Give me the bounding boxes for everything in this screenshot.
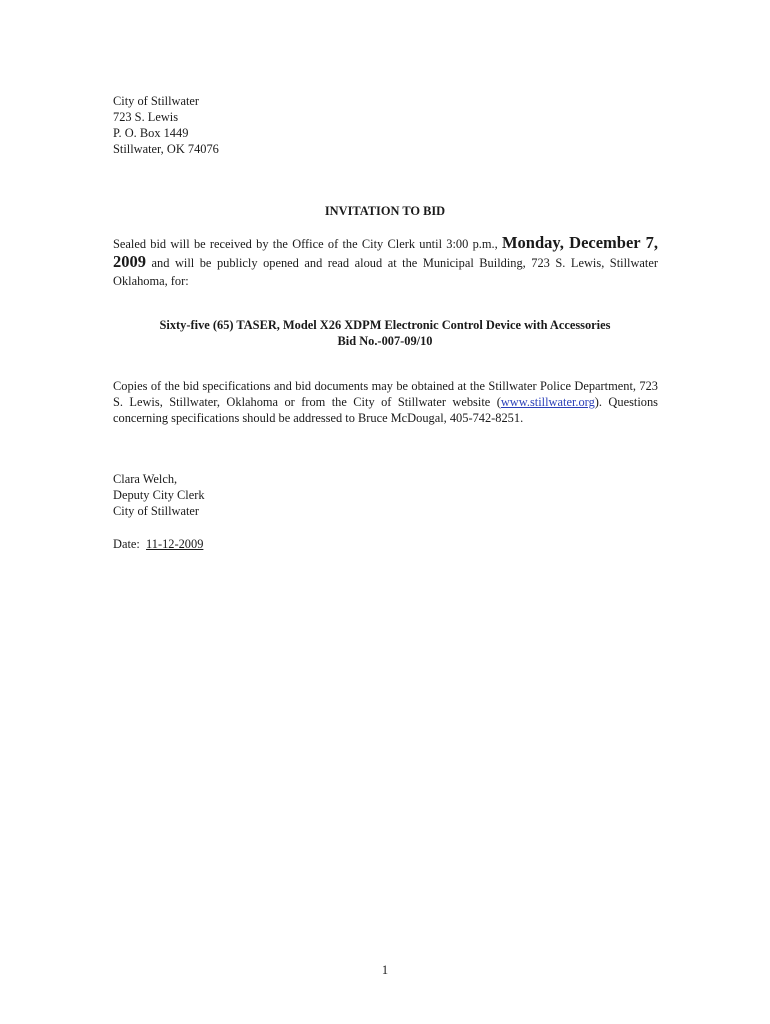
date-label: Date: xyxy=(113,537,147,551)
address-line: Stillwater, OK 74076 xyxy=(113,142,219,156)
date-line xyxy=(113,536,658,552)
bid-date-emphasis: Monday, December 7, 2009 xyxy=(113,233,658,271)
address-line: P. O. Box 1449 xyxy=(113,126,189,140)
signer-name: Clara Welch, xyxy=(113,472,178,486)
announcement-rest: and will be publicly opened and read aloud at the Municipal Building, 723 S. Lewis, Stillwater Oklahoma, for: xyxy=(113,256,658,288)
bid-announcement-paragraph xyxy=(113,234,658,290)
signature-block xyxy=(113,471,658,519)
document-heading: INVITATION TO BID xyxy=(324,204,446,218)
bid-number: Bid No.-007-09/10 xyxy=(337,334,433,348)
date-value: 11-12-2009 xyxy=(146,537,204,551)
bid-subject xyxy=(0,317,770,349)
specifications-paragraph xyxy=(113,378,658,426)
subject-title: Sixty-five (65) TASER, Model X26 XDPM Electronic Control Device with Accessories xyxy=(159,318,611,332)
specs-text: Copies of the bid specifications and bid documents may be obtained at the Stillwater Police Department, 723 S. Lewis, Stillwater, Oklahoma or from the City of Stillwater website ( xyxy=(113,379,658,409)
signer-organization: City of Stillwater xyxy=(113,504,200,518)
address-line: City of Stillwater xyxy=(113,94,200,108)
address-line: 723 S. Lewis xyxy=(113,110,179,124)
signer-title: Deputy City Clerk xyxy=(113,488,205,502)
specs-contact-text: ). Questions concerning specifications should be addressed to Bruce McDougal, 405-742-8251. xyxy=(113,395,658,425)
website-link[interactable]: www.stillwater.org xyxy=(500,395,595,409)
page-number: 1 xyxy=(381,963,389,977)
announcement-intro: Sealed bid will be received by the Office of the City Clerk until 3:00 p.m., xyxy=(113,237,502,251)
sender-address xyxy=(113,93,658,157)
